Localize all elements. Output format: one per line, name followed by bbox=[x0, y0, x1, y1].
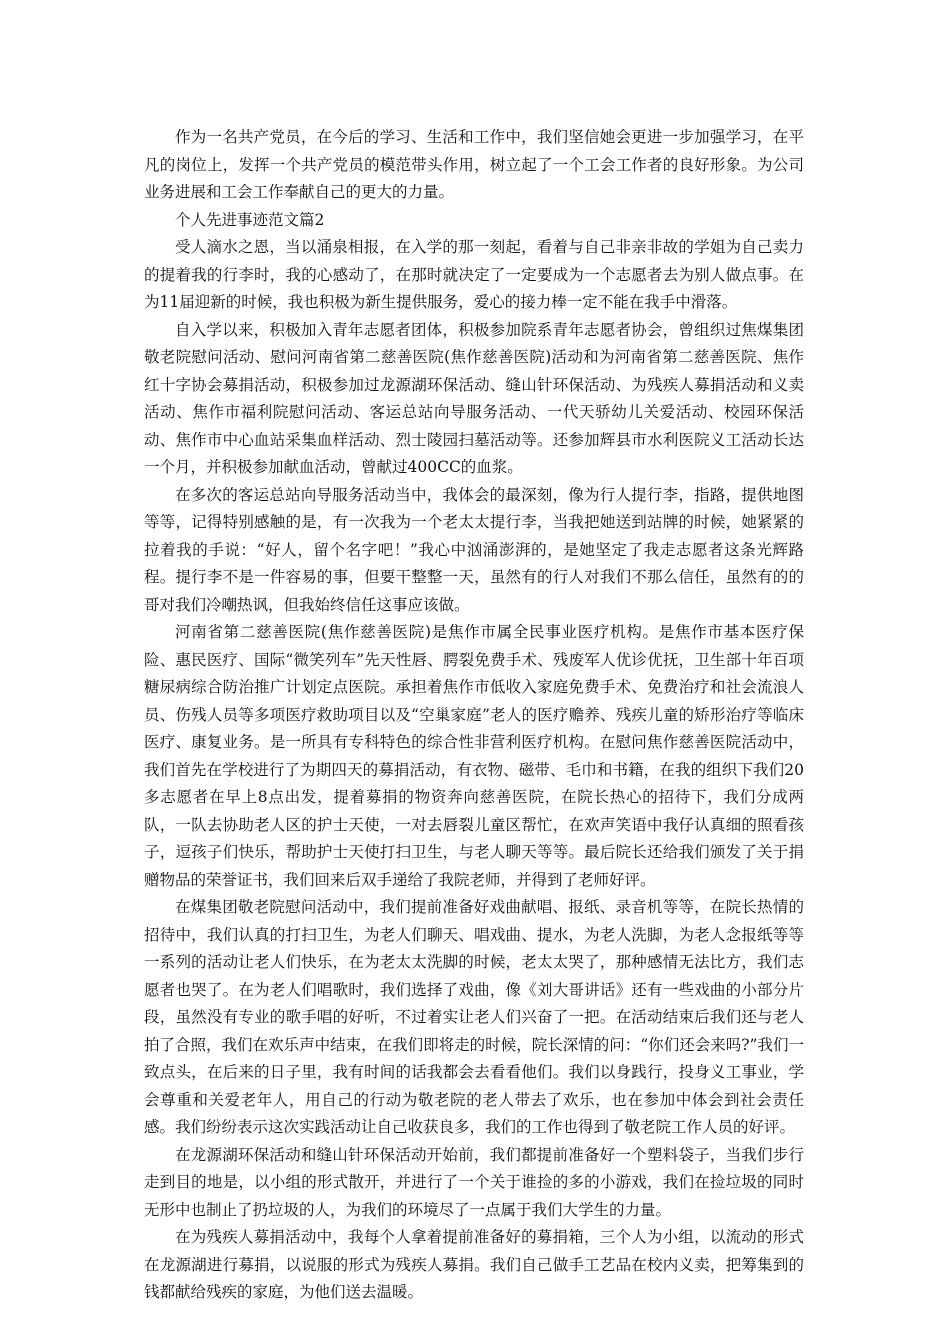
section-heading: 个人先进事迹范文篇2 bbox=[175, 210, 325, 229]
document-body bbox=[144, 124, 804, 1307]
paragraph-party-member: 作为一名共产党员，在今后的学习、生活和工作中，我们坚信她会更进一步加强学习，在平凡的岗位上，发挥一个共产党员的模范带头作用，树立起了一个工会工作者的良好形象。为公司业务进展和工会工作奉献自己的更大的力量。 bbox=[144, 128, 804, 201]
paragraph-gratitude: 受人滴水之恩，当以涌泉相报，在入学的那一刻起，看着与自己非亲非故的学姐为自己卖力的提着我的行李时，我的心感动了，在那时就决定了一定要成为一个志愿者去为别人做点事。在为11届迎新的时候，我也积极为新生提供服务，爱心的接力棒一定不能在我手中滑落。 bbox=[144, 238, 804, 311]
paragraph-environmental: 在龙源湖环保活动和缝山针环保活动开始前，我们都提前准备好一个塑料袋子，当我们步行走到目的地是，以小组的形式散开，并进行了一个关于谁捡的多的小游戏，我们在捡垃圾的同时无形中也制止了扔垃圾的人，为我们的环境尽了一点属于我们大学生的力量。 bbox=[144, 1145, 804, 1219]
paragraph-bus-station: 在多次的客运总站向导服务活动当中，我体会的最深刻，像为行人提行李，指路，提供地图等等，记得特别感触的是，有一次我为一个老太太提行李，当我把她送到站牌的时候，她紧紧的拉着我的手说：“好人，留个名字吧！”我心中汹涌澎湃的，是她坚定了我走志愿者这条光辉路程。提行李不是一件容易的事，但要干整整一天，虽然有的行人对我们不那么信任，虽然有的的哥对我们冷嘲热讽，但我始终信任这事应该做。 bbox=[144, 485, 804, 614]
paragraph-volunteer-activities: 自入学以来，积极加入青年志愿者团体，积极参加院系青年志愿者协会，曾组织过焦煤集团敬老院慰问活动、慰问河南省第二慈善医院(焦作慈善医院)活动和为河南省第二慈善医院、焦作红十字协会募捐活动，积极参加过龙源湖环保活动、缝山针环保活动、为残疾人募捐活动和义卖活动、焦作市福利院慰问活动、客运总站向导服务活动、一代天骄幼儿关爱活动、校园环保活动、焦作市中心血站采集血样活动、烈士陵园扫墓活动等。还参加辉县市水利医院义工活动长达一个月，并积极参加献血活动，曾献过400CC的血浆。 bbox=[144, 320, 804, 476]
paragraph-nursing-home: 在煤集团敬老院慰问活动中，我们提前准备好戏曲献唱、报纸、录音机等等，在院长热情的招待中，我们认真的打扫卫生，为老人们聊天、唱戏曲、提水，为老人洗脚，为老人念报纸等等一系列的活动让老人们快乐，在为老太太洗脚的时候，老太太哭了，那种感情无法比方，我们志愿者也哭了。在为老人们唱歌时，我们选择了戏曲，像《刘大哥讲话》还有一些戏曲的小部分片段，虽然没有专业的歌手唱的好听，不过着实让老人们兴奋了一把。在活动结束后我们还与老人拍了合照，我们在欢乐声中结束，在我们即将走的时候，院长深情的问：“你们还会来吗?”我们一致点头，在后来的日子里，我有时间的话我都会去看看他们。我们以身践行，投身义工事业，学会尊重和关爱老年人，用自己的行动为敬老院的老人带去了欢乐，也在参加中体会到社会责任感。我们纷纷表示这次实践活动让自己收获良多，我们的工作也得到了敬老院工作人员的好评。 bbox=[144, 898, 804, 1136]
paragraph-disabled-fundraising: 在为残疾人募捐活动中，我每个人拿着提前准备好的募捐箱，三个人为小组，以流动的形式在龙源湖进行募捐，以说服的形式为残疾人募捐。我们自己做手工艺品在校内义卖，把筹集到的钱都献给残疾的家庭，为他们送去温暖。 bbox=[144, 1228, 804, 1301]
paragraph-charity-hospital: 河南省第二慈善医院(焦作慈善医院)是焦作市属全民事业医疗机构。是焦作市基本医疗保险、惠民医疗、国际“微笑列车”先天性唇、腭裂免费手术、残废军人优诊优抚，卫生部十年百项糖尿病综合防治推广计划定点医院。承担着焦作市低收入家庭免费手术、免费治疗和社会流浪人员、伤残人员等多项医疗救助项目以及“空巢家庭”老人的医疗赡养、残疾儿童的矫形治疗等临床医疗、康复业务。是一所具有专科特色的综合性非营利医疗机构。在慰问焦作慈善医院活动中，我们首先在学校进行了为期四天的募捐活动，有衣物、磁带、毛巾和书籍，在我的组织下我们20多志愿者在早上8点出发，提着募捐的物资奔向慈善医院，在院长热心的招待下，我们分成两队，一队去协助老人区的护士天使，一对去唇裂儿童区帮忙，在欢声笑语中我仔认真细的照看孩子，逗孩子们快乐，帮助护士天使打扫卫生，与老人聊天等等。最后院长还给我们颁发了关于捐赠物品的荣誉证书，我们回来后双手递给了我院老师，并得到了老师好评。 bbox=[144, 623, 804, 889]
